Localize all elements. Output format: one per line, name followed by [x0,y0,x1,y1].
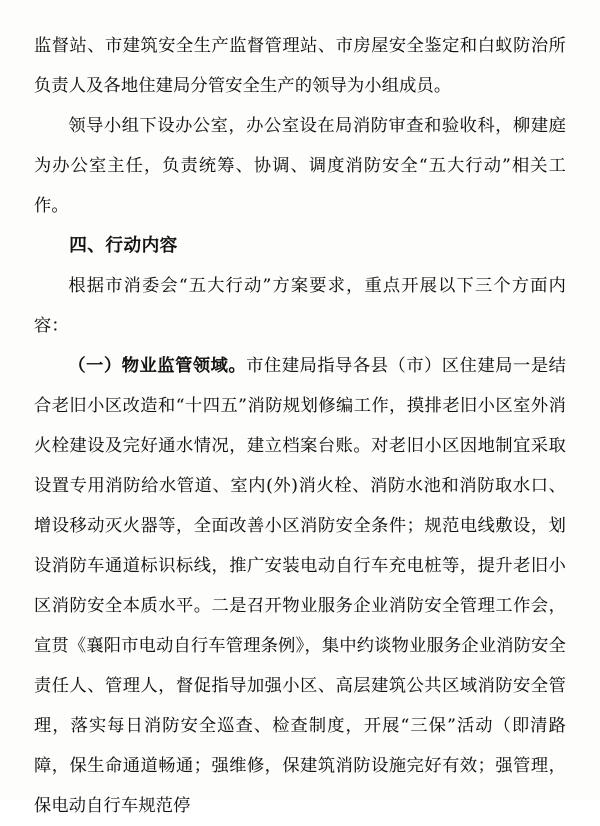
section-heading-action-content: 四、行动内容 [69,235,178,256]
paragraph-property-supervision [34,346,566,826]
document-body [34,26,566,826]
paragraph-leading-group-office: 领导小组下设办公室，办公室设在局消防审查和验收科，柳建庭为办公室主任，负责统筹、协调、调度消防安全“五大行动”相关工作。 [34,116,566,216]
paragraph-lead-text: 市住建局指导各县（市）区住建局一是结合老旧小区改造和“十四五”消防规划修编工作，摸排老旧小区室外消火栓建设及完好通水情况，建立档案台账。对老旧小区因地制宜采取设置专用消防给水管道、室内(外)消火栓、消防水池和消防取水口、增设移动灭火器等，全面改善小区消防安全条件；规范电线敷设，划设消防车通道标识标线，推广安装电动自行车充电桩等，提升老旧小区消防安全本质水平。二是召开物业服务企业消防安全管理工作会，宣贯《襄阳市电动自行车管理条例》，集中约谈物业服务企业消防安全责任人、管理人，督促指导加强小区、高层建筑公共区域消防安全管理，落实每日消防安全巡查、检查制度，开展“三保”活动（即清路障，保生命通道畅通；强维修，保建筑消防设施完好有效；强管理，保电动自行车规范停 [34,356,566,816]
paragraph-requirements-intro: 根据市消委会“五大行动”方案要求，重点开展以下三个方面内容： [34,276,566,336]
paragraph-continuation: 监督站、市建筑安全生产监督管理站、市房屋安全鉴定和白蚁防治所负责人及各地住建局分管安全生产的领导为小组成员。 [34,36,566,96]
paragraph-lead-label: （一）物业监管领域。 [68,356,247,376]
